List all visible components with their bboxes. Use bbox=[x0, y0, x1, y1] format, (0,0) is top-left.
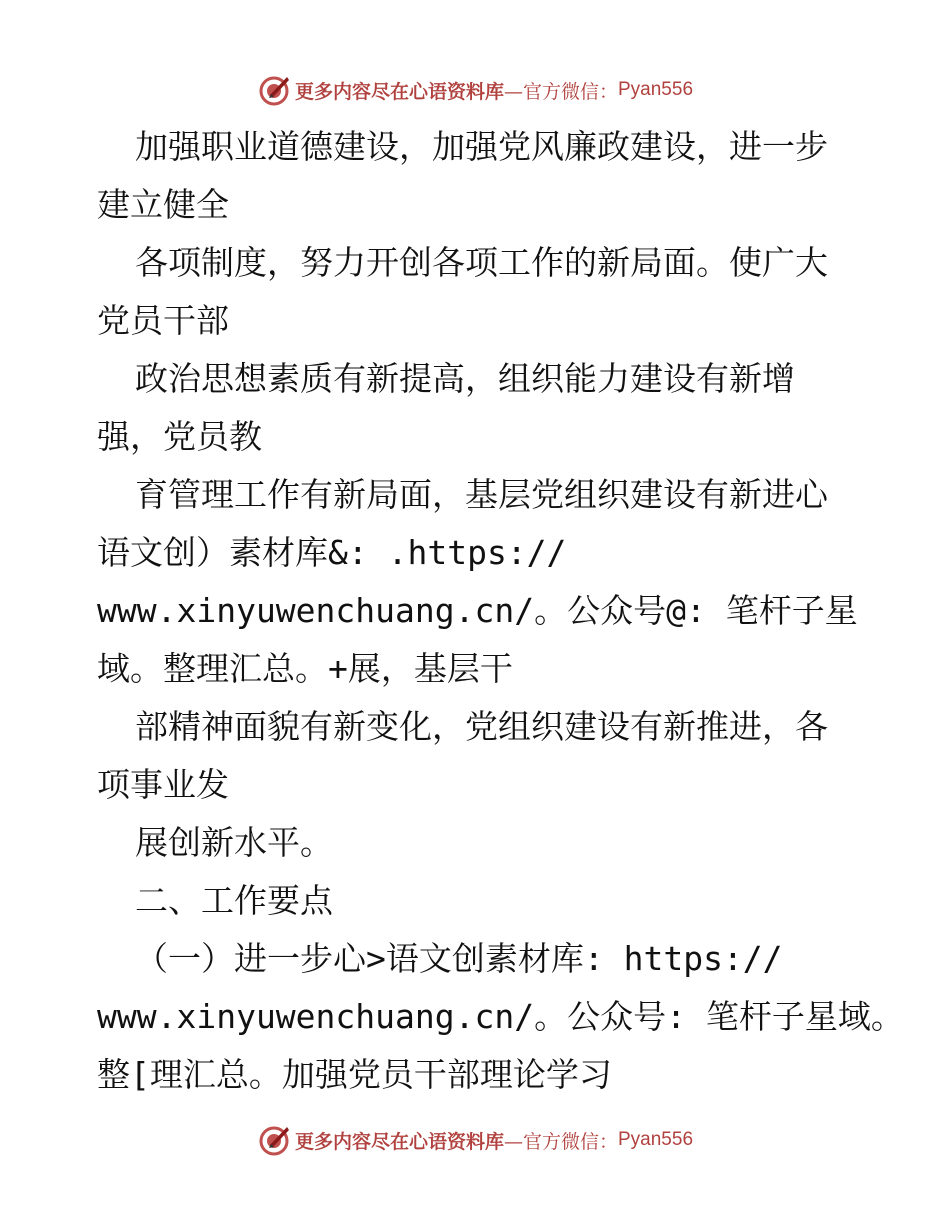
banner-wechat-id: Pyan556 bbox=[618, 79, 694, 100]
text-line: 党员干部 bbox=[97, 301, 229, 340]
text-line: 政治思想素质有新提高，组织能力建设有新增 bbox=[135, 359, 795, 398]
header-watermark-banner bbox=[0, 70, 950, 110]
footer-watermark-banner bbox=[0, 1120, 950, 1160]
banner-main-text: 更多内容尽在心语资料库 bbox=[294, 1130, 504, 1153]
text-line: 部精神面貌有新变化，党组织建设有新推进，各 bbox=[135, 707, 828, 746]
pen-logo-icon bbox=[257, 73, 291, 107]
text-line: 建立健全 bbox=[97, 185, 229, 224]
text-line: 强，党员教 bbox=[97, 417, 262, 456]
text-line: 整[理汇总。加强党员干部理论学习 bbox=[97, 1055, 612, 1094]
text-line: 项事业发 bbox=[97, 765, 229, 804]
subsection-heading: （一）进一步心>语文创素材库: https:// bbox=[135, 939, 783, 978]
pen-logo-icon bbox=[257, 1123, 291, 1157]
text-line: 展创新水平。 bbox=[135, 823, 333, 862]
text-line: 域。整理汇总。+展，基层干 bbox=[97, 649, 513, 688]
text-line: 各项制度，努力开创各项工作的新局面。使广大 bbox=[135, 243, 828, 282]
text-line: 语文创）素材库&: .https:// bbox=[97, 533, 567, 572]
banner-main-text: 更多内容尽在心语资料库 bbox=[294, 80, 504, 103]
text-line: 育管理工作有新局面，基层党组织建设有新进心 bbox=[135, 475, 828, 514]
text-line: www.xinyuwenchuang.cn/。公众号@: 笔杆子星 bbox=[97, 591, 858, 630]
banner-sub-text: —官方微信： bbox=[503, 80, 618, 103]
section-heading: 二、工作要点 bbox=[135, 881, 333, 920]
banner-sub-text: —官方微信： bbox=[503, 1130, 618, 1153]
banner-wechat-id: Pyan556 bbox=[618, 1129, 694, 1150]
document-body bbox=[97, 118, 904, 1104]
text-line: 加强职业道德建设，加强党风廉政建设，进一步 bbox=[135, 127, 828, 166]
text-line: www.xinyuwenchuang.cn/。公众号: 笔杆子星域。 bbox=[97, 997, 904, 1036]
